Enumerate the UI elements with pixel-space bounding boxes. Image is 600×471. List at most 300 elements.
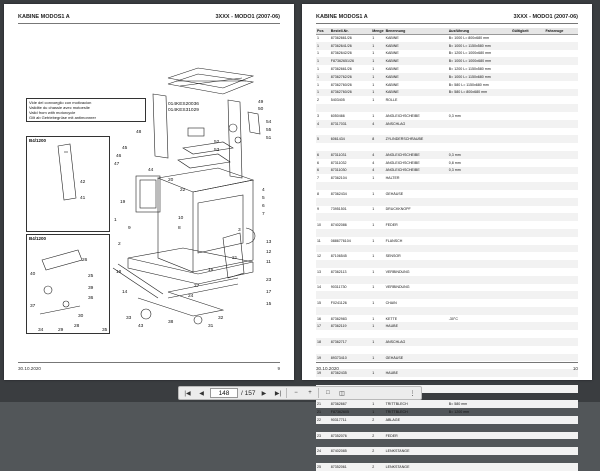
table-cell	[544, 143, 578, 151]
table-cell: 6050466	[330, 113, 345, 118]
table-cell: 21	[316, 400, 330, 408]
table-cell	[511, 104, 544, 112]
table-cell: 1	[371, 73, 384, 81]
page-parts-list	[302, 4, 592, 469]
callout-number: 13	[266, 240, 272, 245]
zoom-out-icon[interactable]: −	[294, 390, 298, 396]
detail-inset	[26, 234, 110, 334]
table-cell: 1	[316, 42, 330, 50]
table-cell	[448, 385, 511, 393]
table-row	[316, 206, 578, 214]
table-cell	[511, 120, 544, 128]
table-cell: B= 580 mm	[448, 400, 511, 408]
table-cell	[316, 128, 330, 136]
table-cell: 7	[317, 176, 319, 181]
table-row	[316, 89, 578, 97]
table-cell	[448, 284, 511, 292]
table-cell: 1	[317, 51, 319, 56]
table-cell	[448, 120, 511, 128]
table-cell	[448, 143, 511, 151]
table-cell	[316, 198, 330, 206]
table-cell: 0,8 mm	[448, 160, 461, 165]
table-cell	[448, 424, 511, 432]
table-cell	[544, 34, 578, 42]
page-number-input[interactable]: 148	[210, 388, 238, 398]
table-cell	[316, 307, 330, 315]
table-cell	[511, 206, 544, 214]
table-cell: 6	[316, 151, 330, 159]
callout-number: 22	[180, 188, 186, 193]
table-cell	[330, 439, 371, 447]
table-cell	[448, 432, 511, 440]
table-cell: 87362113	[330, 269, 347, 274]
table-cell: 6061434	[330, 135, 371, 143]
first-page-button[interactable]: |◀	[184, 390, 191, 397]
table-cell	[371, 291, 384, 299]
table-cell	[448, 198, 511, 206]
table-cell: 19	[316, 354, 330, 362]
column-header: Bestell-Nr.	[330, 28, 371, 34]
table-cell	[511, 432, 544, 440]
table-row	[316, 120, 578, 128]
callout-number: 45	[122, 146, 128, 151]
callout-number: 41	[80, 196, 86, 201]
table-cell: 87311030	[330, 167, 371, 175]
table-cell: KABINE	[385, 82, 399, 87]
table-row	[316, 104, 578, 112]
table-cell	[511, 159, 544, 167]
table-cell	[330, 128, 371, 136]
table-cell: KABINE	[385, 57, 448, 65]
next-page-button[interactable]: ▶	[261, 390, 267, 397]
table-cell: ANGLEICHSCHEIBE	[385, 160, 420, 165]
table-row	[316, 81, 578, 89]
table-cell	[544, 245, 578, 253]
table-cell: 1	[372, 36, 375, 41]
table-cell: 15	[317, 300, 321, 305]
table-cell	[511, 81, 544, 89]
table-cell: 4	[316, 120, 330, 128]
table-cell	[448, 96, 511, 104]
table-cell	[316, 346, 330, 354]
table-row	[316, 112, 578, 120]
table-row	[316, 151, 578, 159]
table-cell	[316, 260, 330, 268]
table-cell: 87362435	[330, 369, 371, 377]
table-cell: FLANSCH	[385, 238, 403, 243]
callout-number: 47	[114, 162, 120, 167]
table-cell	[511, 393, 544, 401]
table-cell	[371, 377, 384, 385]
table-cell	[371, 346, 384, 354]
table-cell: 87352076	[330, 432, 371, 440]
callout-number: 5	[262, 196, 265, 201]
table-row	[316, 174, 578, 182]
callout-number: 7	[262, 212, 265, 217]
callout-number: 20	[168, 178, 174, 183]
column-header: Gültigkeit	[511, 28, 544, 34]
table-cell	[511, 291, 544, 299]
callout-number: 30	[78, 314, 84, 319]
table-cell: 22	[316, 416, 330, 424]
callout-number: 16	[208, 268, 214, 273]
table-cell: 87311032	[330, 160, 347, 165]
table-cell	[511, 330, 544, 338]
table-cell	[385, 245, 448, 253]
table-cell	[371, 455, 384, 463]
table-cell	[448, 393, 511, 401]
table-cell	[330, 424, 371, 432]
viewer-toolbar	[178, 386, 422, 400]
table-cell: 23	[316, 432, 330, 440]
table-cell	[544, 408, 578, 416]
table-cell	[448, 237, 511, 245]
table-cell	[316, 424, 330, 432]
table-cell: 1	[372, 223, 375, 228]
validity-code: 014KES31029	[168, 107, 199, 113]
table-cell: 87362641/26	[330, 42, 371, 50]
table-cell	[330, 455, 371, 463]
table-cell: 1	[371, 42, 384, 50]
table-row	[316, 276, 578, 284]
table-cell	[316, 455, 330, 463]
table-cell	[371, 143, 384, 151]
table-cell	[511, 42, 544, 50]
table-cell: 1	[372, 207, 375, 212]
table-cell	[544, 393, 578, 401]
table-cell	[385, 455, 448, 463]
table-cell	[385, 377, 448, 385]
zoom-in-icon[interactable]: +	[308, 390, 312, 396]
table-cell: F87362605	[330, 410, 349, 415]
table-cell: 87362760/26	[330, 89, 371, 97]
table-cell	[448, 463, 511, 471]
table-row	[316, 432, 578, 440]
table-cell	[330, 198, 371, 206]
table-cell	[544, 73, 578, 81]
fit-page-icon[interactable]: □	[326, 390, 330, 396]
footer-date: 30.10.2020	[18, 366, 41, 371]
callout-number: 42	[80, 180, 86, 185]
table-cell	[316, 229, 330, 237]
table-cell	[448, 354, 511, 362]
table-cell: ANSCHLAG	[385, 338, 448, 346]
table-cell: 87362661/26	[330, 67, 352, 72]
table-cell	[544, 135, 578, 143]
table-cell	[511, 73, 544, 81]
table-cell: KABINE	[385, 42, 448, 50]
table-cell: KABINE	[385, 67, 399, 72]
table-cell: 90317711	[330, 416, 371, 424]
table-cell: 4	[371, 120, 384, 128]
header-model: 3XXX - MODO1 (2007-06)	[513, 13, 578, 20]
footer-page-number: 10	[572, 366, 578, 371]
table-cell: 18	[316, 338, 330, 346]
table-cell: 12	[317, 254, 321, 259]
callout-number: 4	[262, 188, 265, 193]
table-cell	[316, 377, 330, 385]
table-cell	[544, 284, 578, 292]
table-row	[316, 447, 578, 455]
callout-number: 23	[266, 278, 272, 283]
table-cell	[316, 104, 330, 112]
table-cell	[385, 424, 448, 432]
table-cell	[544, 377, 578, 385]
table-cell	[448, 182, 511, 190]
table-cell	[544, 424, 578, 432]
table-cell: TRITTBLECH	[385, 410, 408, 415]
table-cell: 11	[317, 238, 321, 243]
table-cell: 1	[372, 113, 375, 118]
table-cell: 0,3 mm	[448, 113, 461, 118]
table-cell	[544, 89, 578, 97]
previous-page-button[interactable]: ◀	[199, 390, 204, 397]
table-cell: 87362434	[330, 191, 347, 196]
two-page-view-icon[interactable]: ◫	[339, 390, 345, 397]
table-row	[316, 424, 578, 432]
table-cell	[448, 260, 511, 268]
table-cell: 10	[317, 223, 321, 228]
table-cell: B= 1200 L= 1000x680 mm	[448, 51, 492, 56]
table-cell	[511, 198, 544, 206]
table-cell	[544, 354, 578, 362]
table-row	[316, 377, 578, 385]
toolbar-divider	[286, 388, 287, 398]
table-cell	[511, 245, 544, 253]
validity-note-line: Vide del convoeglio con motivacion	[29, 100, 92, 105]
table-row	[316, 182, 578, 190]
inset-label: B4/1200	[29, 236, 47, 241]
more-options-icon[interactable]: ⋮	[409, 390, 416, 397]
table-cell: GEHÄUSE	[385, 354, 448, 362]
callout-number: 3	[238, 228, 241, 233]
table-cell	[448, 447, 511, 455]
table-cell	[544, 65, 578, 73]
table-cell: 1	[372, 285, 375, 290]
table-cell: ANSCHLAG	[385, 120, 448, 128]
table-cell	[511, 182, 544, 190]
table-cell: 1	[372, 254, 375, 259]
table-cell	[511, 268, 544, 276]
table-cell	[448, 221, 511, 229]
callout-number: 31	[208, 324, 214, 329]
table-cell: 89373410	[330, 354, 371, 362]
table-cell	[511, 229, 544, 237]
table-cell: 4	[371, 167, 384, 175]
table-row	[316, 307, 578, 315]
table-row	[316, 439, 578, 447]
table-row	[316, 34, 578, 42]
table-cell	[511, 400, 544, 408]
table-cell	[544, 252, 578, 260]
table-cell	[511, 354, 544, 362]
table-cell: 21	[317, 410, 321, 415]
table-cell: 87362642/26	[330, 51, 352, 56]
table-cell	[316, 291, 330, 299]
table-cell: KABINE	[385, 73, 448, 81]
table-cell	[511, 89, 544, 97]
table-cell: 1	[371, 322, 384, 330]
table-cell	[316, 439, 330, 447]
table-cell: ZYLINDERSCHRAUBE	[385, 135, 448, 143]
callout-number: 33	[126, 316, 132, 321]
table-cell	[511, 57, 544, 65]
table-cell: VERBINDUNG	[385, 269, 410, 274]
table-cell	[544, 42, 578, 50]
table-cell	[544, 463, 578, 471]
table-cell: 2	[371, 463, 384, 471]
table-cell	[544, 237, 578, 245]
table-cell	[448, 299, 511, 307]
footer-page-number: 9	[277, 366, 280, 371]
table-cell	[544, 400, 578, 408]
table-cell	[316, 182, 330, 190]
table-row	[316, 245, 578, 253]
table-cell: 14	[317, 285, 321, 290]
table-cell: B= 580 L= 1150x680 mm	[448, 82, 489, 87]
table-cell	[511, 190, 544, 198]
table-row	[316, 213, 578, 221]
table-cell: 87362983	[330, 316, 347, 321]
callout-number: 34	[38, 328, 44, 333]
table-cell: 1	[316, 89, 330, 97]
table-cell	[544, 81, 578, 89]
table-cell	[330, 377, 371, 385]
table-cell	[511, 237, 544, 245]
table-cell	[544, 432, 578, 440]
table-cell: 1	[372, 67, 375, 72]
table-row	[316, 128, 578, 136]
table-cell	[511, 322, 544, 330]
table-cell	[448, 338, 511, 346]
table-row	[316, 50, 578, 58]
table-cell	[385, 260, 448, 268]
table-row	[316, 221, 578, 229]
table-cell	[511, 447, 544, 455]
table-cell	[511, 307, 544, 315]
table-cell	[511, 143, 544, 151]
last-page-button[interactable]: ▶|	[274, 390, 282, 397]
table-cell: ROLLE	[385, 98, 398, 103]
table-cell: 1	[317, 36, 319, 41]
table-cell	[385, 213, 448, 221]
table-row	[316, 400, 578, 408]
table-cell	[448, 291, 511, 299]
table-cell	[448, 174, 511, 182]
footer-date: 30.10.2020	[316, 366, 339, 371]
table-cell: DRUCKKNOPF	[385, 207, 411, 212]
table-cell: 1	[372, 238, 375, 243]
table-cell	[330, 182, 371, 190]
table-cell: LENKSTANGE	[385, 447, 448, 455]
table-row	[316, 330, 578, 338]
callout-number: 48	[136, 130, 142, 135]
table-cell: 1	[371, 354, 384, 362]
table-cell	[544, 112, 578, 120]
page-header	[316, 12, 578, 24]
table-cell	[544, 291, 578, 299]
table-cell: -30°C	[448, 316, 458, 321]
table-row	[316, 268, 578, 276]
table-cell	[544, 128, 578, 136]
table-cell	[371, 439, 384, 447]
table-cell: 8	[317, 191, 319, 196]
table-cell	[544, 229, 578, 237]
callout-number: 52	[214, 140, 220, 145]
table-cell	[544, 299, 578, 307]
callout-number: 51	[266, 136, 272, 141]
table-cell: 6	[316, 167, 330, 175]
table-cell: F87362651/26	[330, 57, 371, 65]
callout-number: 21	[232, 256, 238, 261]
table-cell: 1	[372, 410, 375, 415]
table-cell	[544, 322, 578, 330]
table-cell	[448, 322, 511, 330]
callout-number: 39	[88, 286, 94, 291]
table-cell	[448, 206, 511, 214]
table-cell: 5	[316, 135, 330, 143]
table-cell: 25	[316, 463, 330, 471]
table-cell: KETTE	[385, 316, 398, 321]
callout-number: 24	[188, 294, 194, 299]
table-cell: 73951501	[330, 207, 347, 212]
total-pages-label: / 157	[241, 389, 256, 397]
table-cell: 87362717	[330, 338, 371, 346]
table-cell: F0241126	[330, 300, 347, 305]
callout-number: 10	[178, 216, 184, 221]
table-cell: 1	[371, 89, 384, 97]
table-cell	[448, 276, 511, 284]
table-cell	[316, 245, 330, 253]
callout-number: 55	[266, 128, 272, 133]
table-row	[316, 237, 578, 245]
callout-number: 27	[194, 284, 200, 289]
table-cell	[371, 260, 384, 268]
table-cell	[544, 221, 578, 229]
table-cell: 87362667	[330, 400, 371, 408]
table-cell	[316, 143, 330, 151]
table-cell	[511, 299, 544, 307]
table-cell	[511, 424, 544, 432]
table-cell: 87402086	[330, 223, 347, 228]
table-cell	[330, 291, 371, 299]
table-row	[316, 315, 578, 323]
table-cell: KABINE	[385, 36, 399, 41]
table-cell: 1	[371, 400, 384, 408]
table-cell	[448, 346, 511, 354]
table-cell	[371, 307, 384, 315]
table-cell	[385, 104, 448, 112]
callout-number: 28	[74, 324, 80, 329]
table-cell	[511, 416, 544, 424]
table-cell: 1	[317, 82, 319, 87]
table-cell	[511, 346, 544, 354]
table-cell	[316, 330, 330, 338]
callout-number: 9	[128, 226, 131, 231]
table-cell	[371, 229, 384, 237]
table-cell	[544, 151, 578, 159]
header-title: KABINE MODOS1 A	[18, 13, 70, 20]
table-cell	[371, 213, 384, 221]
table-cell	[511, 260, 544, 268]
table-cell: 87362119	[330, 322, 371, 330]
callout-number: 37	[30, 304, 36, 309]
table-row	[316, 291, 578, 299]
table-cell	[544, 260, 578, 268]
table-row	[316, 229, 578, 237]
table-cell	[511, 439, 544, 447]
table-cell	[385, 229, 448, 237]
